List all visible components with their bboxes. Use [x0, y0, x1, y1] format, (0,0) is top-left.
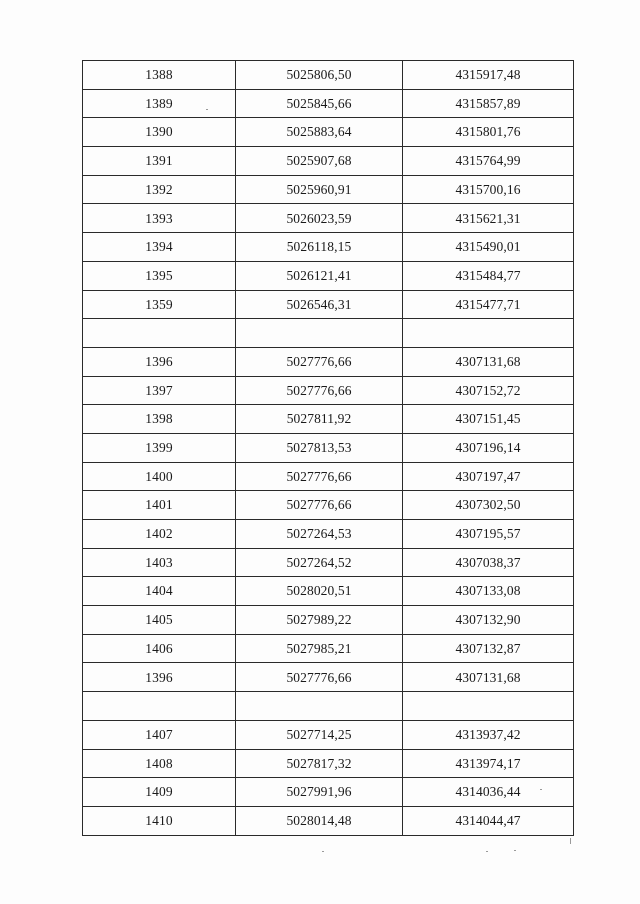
- point-number-cell: 1392: [83, 175, 236, 204]
- y-coordinate-cell: 4315917,48: [403, 61, 574, 90]
- x-coordinate-cell: 5027811,92: [236, 405, 403, 434]
- x-coordinate-cell: 5027776,66: [236, 491, 403, 520]
- table-row: [83, 634, 574, 663]
- table-row: [83, 548, 574, 577]
- x-coordinate-cell: 5027776,66: [236, 663, 403, 692]
- y-coordinate-cell: 4313974,17: [403, 749, 574, 778]
- y-coordinate-cell: 4307038,37: [403, 548, 574, 577]
- x-coordinate-cell: 5028020,51: [236, 577, 403, 606]
- point-number-cell: 1407: [83, 720, 236, 749]
- y-coordinate-cell: [403, 319, 574, 348]
- coordinates-table: [82, 60, 574, 836]
- x-coordinate-cell: 5026546,31: [236, 290, 403, 319]
- x-coordinate-cell: 5027813,53: [236, 433, 403, 462]
- scan-speck: [540, 789, 542, 790]
- point-number-cell: 1393: [83, 204, 236, 233]
- table-row: [83, 233, 574, 262]
- y-coordinate-cell: 4315621,31: [403, 204, 574, 233]
- table-row: [83, 89, 574, 118]
- scan-speck: [486, 851, 488, 852]
- point-number-cell: 1410: [83, 806, 236, 835]
- x-coordinate-cell: 5027776,66: [236, 376, 403, 405]
- point-number-cell: 1402: [83, 520, 236, 549]
- table-row: [83, 720, 574, 749]
- point-number-cell: 1401: [83, 491, 236, 520]
- y-coordinate-cell: 4314044,47: [403, 806, 574, 835]
- y-coordinate-cell: 4307302,50: [403, 491, 574, 520]
- table-row: [83, 462, 574, 491]
- point-number-cell: 1359: [83, 290, 236, 319]
- y-coordinate-cell: 4307152,72: [403, 376, 574, 405]
- table-row: [83, 147, 574, 176]
- table-row: [83, 175, 574, 204]
- x-coordinate-cell: 5027776,66: [236, 347, 403, 376]
- point-number-cell: 1396: [83, 347, 236, 376]
- point-number-cell: 1409: [83, 778, 236, 807]
- y-coordinate-cell: 4315477,71: [403, 290, 574, 319]
- x-coordinate-cell: [236, 319, 403, 348]
- point-number-cell: [83, 319, 236, 348]
- x-coordinate-cell: 5027714,25: [236, 720, 403, 749]
- scan-speck: [206, 109, 208, 110]
- x-coordinate-cell: 5028014,48: [236, 806, 403, 835]
- point-number-cell: 1389: [83, 89, 236, 118]
- table-row: [83, 118, 574, 147]
- x-coordinate-cell: 5026118,15: [236, 233, 403, 262]
- y-coordinate-cell: 4307133,08: [403, 577, 574, 606]
- x-coordinate-cell: 5025907,68: [236, 147, 403, 176]
- x-coordinate-cell: 5025960,91: [236, 175, 403, 204]
- table-row: [83, 520, 574, 549]
- table-row: [83, 577, 574, 606]
- x-coordinate-cell: 5027776,66: [236, 462, 403, 491]
- point-number-cell: [83, 692, 236, 721]
- x-coordinate-cell: 5027264,52: [236, 548, 403, 577]
- y-coordinate-cell: 4315700,16: [403, 175, 574, 204]
- x-coordinate-cell: 5025806,50: [236, 61, 403, 90]
- y-coordinate-cell: 4315484,77: [403, 261, 574, 290]
- point-number-cell: 1396: [83, 663, 236, 692]
- y-coordinate-cell: 4307151,45: [403, 405, 574, 434]
- x-coordinate-cell: 5025883,64: [236, 118, 403, 147]
- x-coordinate-cell: 5027989,22: [236, 606, 403, 635]
- point-number-cell: 1403: [83, 548, 236, 577]
- table-row: [83, 204, 574, 233]
- y-coordinate-cell: 4315857,89: [403, 89, 574, 118]
- y-coordinate-cell: [403, 692, 574, 721]
- x-coordinate-cell: 5025845,66: [236, 89, 403, 118]
- y-coordinate-cell: 4307196,14: [403, 433, 574, 462]
- point-number-cell: 1390: [83, 118, 236, 147]
- point-number-cell: 1400: [83, 462, 236, 491]
- x-coordinate-cell: [236, 692, 403, 721]
- point-number-cell: 1399: [83, 433, 236, 462]
- table-row: [83, 663, 574, 692]
- separator-row: [83, 319, 574, 348]
- y-coordinate-cell: 4313937,42: [403, 720, 574, 749]
- point-number-cell: 1398: [83, 405, 236, 434]
- table-row: [83, 749, 574, 778]
- table-row: [83, 347, 574, 376]
- y-coordinate-cell: 4315764,99: [403, 147, 574, 176]
- table-row: [83, 376, 574, 405]
- point-number-cell: 1395: [83, 261, 236, 290]
- scan-speck: [514, 850, 516, 851]
- table-row: [83, 606, 574, 635]
- y-coordinate-cell: 4314036,44: [403, 778, 574, 807]
- point-number-cell: 1388: [83, 61, 236, 90]
- table-row: [83, 61, 574, 90]
- table-row: [83, 261, 574, 290]
- x-coordinate-cell: 5027264,53: [236, 520, 403, 549]
- y-coordinate-cell: 4307197,47: [403, 462, 574, 491]
- table-row: [83, 405, 574, 434]
- point-number-cell: 1404: [83, 577, 236, 606]
- y-coordinate-cell: 4307131,68: [403, 663, 574, 692]
- table-row: [83, 491, 574, 520]
- separator-row: [83, 692, 574, 721]
- x-coordinate-cell: 5027817,32: [236, 749, 403, 778]
- point-number-cell: 1394: [83, 233, 236, 262]
- scan-speck: [570, 838, 571, 844]
- y-coordinate-cell: 4315801,76: [403, 118, 574, 147]
- point-number-cell: 1391: [83, 147, 236, 176]
- y-coordinate-cell: 4315490,01: [403, 233, 574, 262]
- point-number-cell: 1406: [83, 634, 236, 663]
- scan-speck: [322, 851, 324, 852]
- y-coordinate-cell: 4307131,68: [403, 347, 574, 376]
- coordinates-table-body: [83, 61, 574, 836]
- x-coordinate-cell: 5027991,96: [236, 778, 403, 807]
- point-number-cell: 1405: [83, 606, 236, 635]
- y-coordinate-cell: 4307195,57: [403, 520, 574, 549]
- table-row: [83, 290, 574, 319]
- x-coordinate-cell: 5026121,41: [236, 261, 403, 290]
- y-coordinate-cell: 4307132,90: [403, 606, 574, 635]
- table-row: [83, 806, 574, 835]
- table-row: [83, 778, 574, 807]
- x-coordinate-cell: 5027985,21: [236, 634, 403, 663]
- y-coordinate-cell: 4307132,87: [403, 634, 574, 663]
- table-row: [83, 433, 574, 462]
- point-number-cell: 1397: [83, 376, 236, 405]
- point-number-cell: 1408: [83, 749, 236, 778]
- x-coordinate-cell: 5026023,59: [236, 204, 403, 233]
